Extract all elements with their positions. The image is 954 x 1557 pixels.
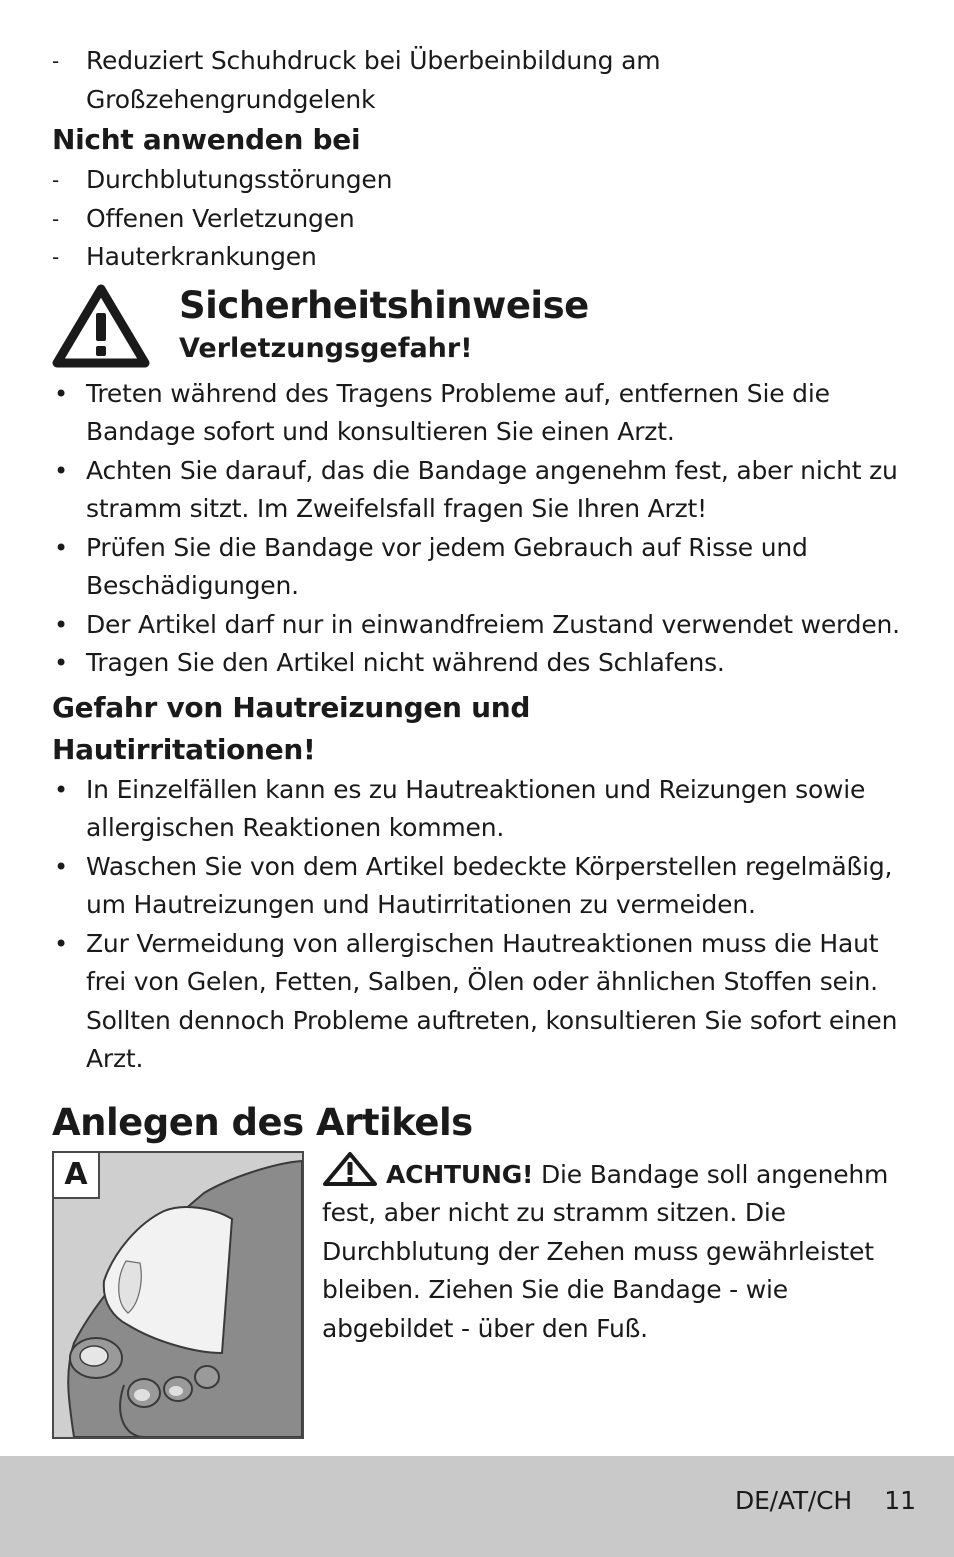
- list-item: • Waschen Sie von dem Artikel bedeckte Körperstellen regelmäßig, um Hautreizungen und Hautirritationen zu vermeiden.: [52, 848, 912, 925]
- list-item: • Tragen Sie den Artikel nicht während des Schlafens.: [52, 644, 912, 683]
- figure-label: A: [54, 1153, 100, 1199]
- page-footer: [0, 1456, 954, 1557]
- safety-list: [52, 375, 912, 683]
- apply-heading: Anlegen des Artikels: [52, 1100, 473, 1144]
- manual-page: [52, 42, 912, 1441]
- skin-heading: Gefahr von Hautreizungen und Hautirritationen!: [52, 690, 531, 766]
- contraindications-list: [52, 161, 912, 277]
- list-item: - Durchblutungsstörungen: [52, 161, 912, 200]
- intro-list: [52, 42, 912, 119]
- list-item: • Achten Sie darauf, das die Bandage angenehm fest, aber nicht zu stramm sitzt. Im Zweifelsfall fragen Sie Ihren Arzt!: [52, 452, 912, 529]
- list-item: • Der Artikel darf nur in einwandfreiem Zustand verwendet werden.: [52, 606, 912, 645]
- warning-triangle-icon: [52, 283, 150, 369]
- skin-list: [52, 771, 912, 1079]
- list-item: - Offenen Verletzungen: [52, 200, 912, 239]
- region-label: DE/AT/CH: [735, 1486, 852, 1515]
- page-number: 11: [884, 1486, 916, 1515]
- list-item: • Prüfen Sie die Bandage vor jedem Gebrauch auf Risse und Beschädigungen.: [52, 529, 912, 606]
- list-item: • Treten während des Tragens Probleme auf, entfernen Sie die Bandage sofort und konsultieren Sie einen Arzt.: [52, 375, 912, 452]
- contraindications-heading: Nicht anwenden bei: [52, 123, 361, 156]
- list-item: • Zur Vermeidung von allergischen Hautreaktionen muss die Haut frei von Gelen, Fetten, Salben, Ölen oder ähnlichen Stoffen sein. Sollten dennoch Probleme auftreten, konsultieren Sie sofort einen Arzt.: [52, 925, 912, 1079]
- figure-a: [52, 1151, 304, 1439]
- warning-triangle-icon: [322, 1151, 378, 1187]
- safety-title: Sicherheitshinweise: [179, 283, 589, 327]
- list-item: - Hauterkrankungen: [52, 238, 912, 277]
- apply-section: [52, 1151, 912, 1441]
- list-item: • In Einzelfällen kann es zu Hautreaktionen und Reizungen sowie allergischen Reaktionen kommen.: [52, 771, 912, 848]
- achtung-label: ACHTUNG!: [386, 1159, 534, 1189]
- safety-subtitle: Verletzungsgefahr!: [179, 332, 473, 364]
- list-item: - Reduziert Schuhdruck bei Überbeinbildung am Großzehengrundgelenk: [52, 42, 912, 119]
- safety-header: [52, 283, 912, 375]
- apply-warning-text: Die Bandage soll angenehm fest, aber nicht zu stramm sitzen. Die Durchblutung der Zehen muss gewährleistet bleiben. Ziehen Sie die Bandage - wie abgebildet - über den Fuß.: [322, 1159, 889, 1343]
- apply-instructions: [322, 1151, 912, 1349]
